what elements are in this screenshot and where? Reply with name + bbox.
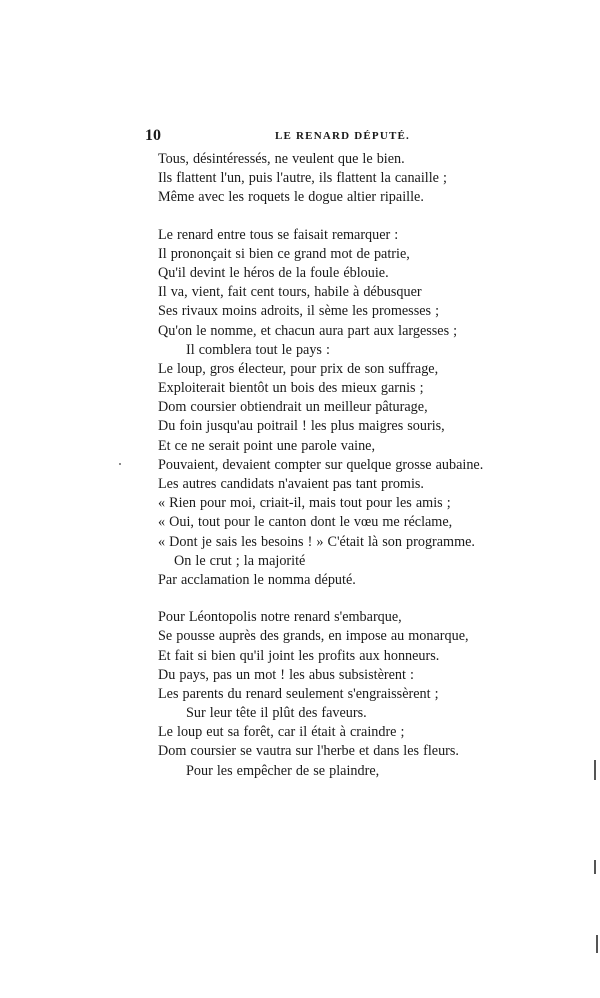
verse-line: Les parents du renard seulement s'engraissèrent ; xyxy=(158,685,439,702)
stanza-break xyxy=(158,590,558,608)
running-head xyxy=(145,127,470,147)
verse-line: Dom coursier obtiendrait un meilleur pâturage, xyxy=(158,399,428,416)
verse-line: Pour Léontopolis notre renard s'embarque, xyxy=(158,609,402,626)
verse-line: Se pousse auprès des grands, en impose au monarque, xyxy=(158,628,469,645)
verse-line: « Dont je sais les besoins ! » C'était là son programme. xyxy=(158,533,475,550)
verse-line: Exploiterait bientôt un bois des mieux garnis ; xyxy=(158,380,424,397)
verse-line: Tous, désintéressés, ne veulent que le bien. xyxy=(158,151,405,167)
scan-mark xyxy=(596,935,598,953)
running-title: LE RENARD DÉPUTÉ. xyxy=(275,130,410,142)
verse-line: « Oui, tout pour le canton dont le vœu me réclame, xyxy=(158,514,453,531)
poem-body xyxy=(158,150,558,781)
verse-line: Ils flattent l'un, puis l'autre, ils flattent la canaille ; xyxy=(158,170,447,187)
scan-mark xyxy=(594,760,596,780)
verse-line: Même avec les roquets le dogue altier ripaille. xyxy=(158,189,424,206)
verse-line: « Rien pour moi, criait-il, mais tout pour les amis ; xyxy=(158,495,451,512)
verse-line: Du pays, pas un mot ! les abus subsistèrent : xyxy=(158,666,414,683)
verse-line: Par acclamation le nomma député. xyxy=(158,571,356,588)
scan-speck xyxy=(119,463,121,465)
stanza xyxy=(158,150,558,208)
verse-line: Pour les empêcher de se plaindre, xyxy=(186,762,380,779)
verse-line: Le renard entre tous se faisait remarquer : xyxy=(158,226,399,243)
scan-mark xyxy=(594,860,596,874)
verse-line: Et fait si bien qu'il joint les profits aux honneurs. xyxy=(158,647,440,664)
page-number: 10 xyxy=(145,127,161,144)
verse-line: Et ce ne serait point une parole vaine, xyxy=(158,437,376,454)
verse-line: Sur leur tête il plût des faveurs. xyxy=(186,705,367,722)
verse-line: Qu'on le nomme, et chacun aura part aux largesses ; xyxy=(158,322,458,339)
verse-line: Qu'il devint le héros de la foule éblouie. xyxy=(158,264,389,281)
verse-line: Il va, vient, fait cent tours, habile à débusquer xyxy=(158,284,422,301)
verse-line: Le loup eut sa forêt, car il était à craindre ; xyxy=(158,724,405,741)
verse-line: Il comblera tout le pays : xyxy=(186,341,330,358)
verse-line: Pouvaient, devaient compter sur quelque grosse aubaine. xyxy=(158,456,484,473)
stanza-break xyxy=(158,208,558,226)
verse-line: Les autres candidats n'avaient pas tant promis. xyxy=(158,476,424,492)
verse-line: Le loup, gros électeur, pour prix de son suffrage, xyxy=(158,360,439,377)
verse-line: Dom coursier se vautra sur l'herbe et dans les fleurs. xyxy=(158,743,459,760)
verse-line: Il prononçait si bien ce grand mot de patrie, xyxy=(158,245,410,262)
verse-line: Ses rivaux moins adroits, il sème les promesses ; xyxy=(158,303,440,320)
stanza xyxy=(158,608,558,781)
verse-line: Du foin jusqu'au poitrail ! les plus maigres souris, xyxy=(158,418,445,435)
verse-line: On le crut ; la majorité xyxy=(174,552,306,569)
stanza xyxy=(158,226,558,591)
